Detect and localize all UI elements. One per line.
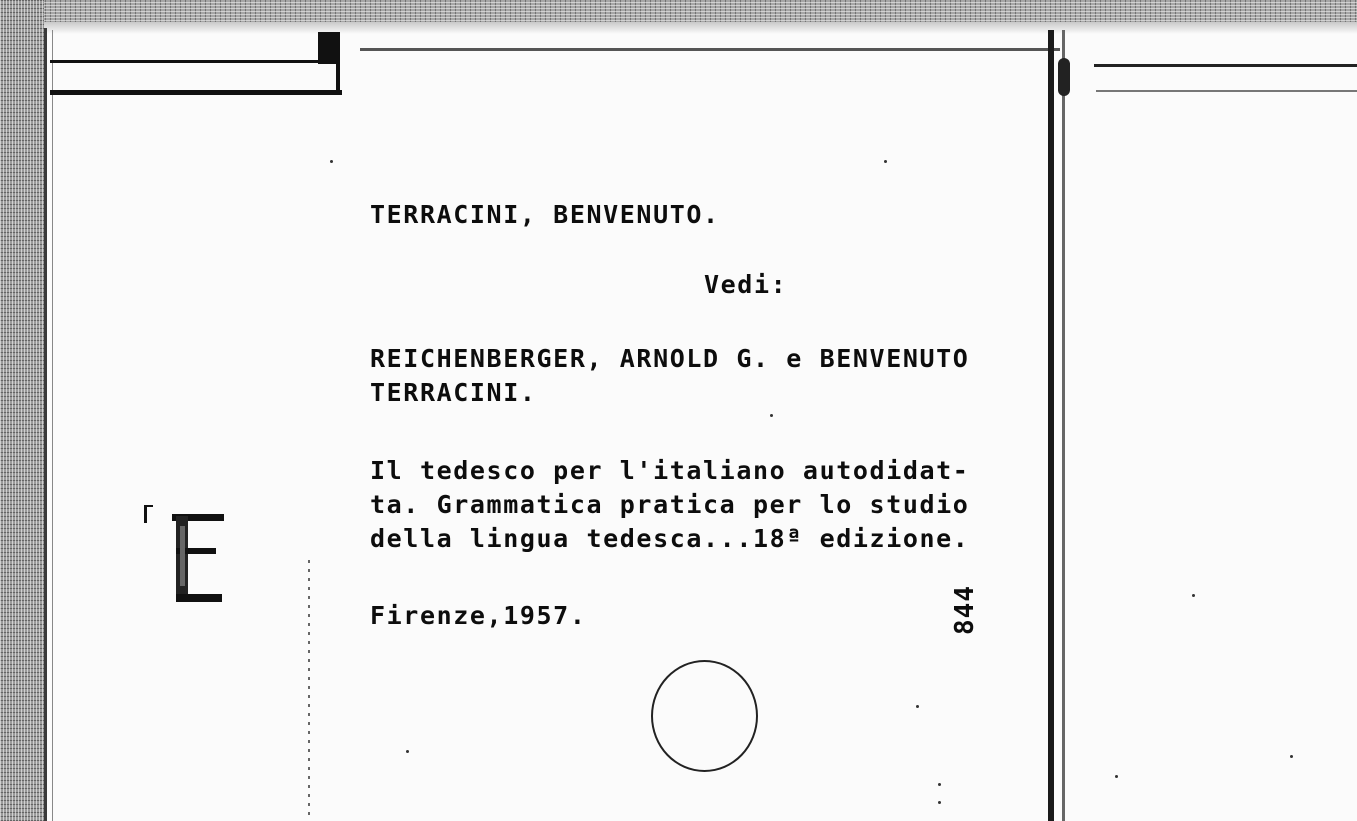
holder-notch-stem [336, 64, 340, 94]
scan-left-border [0, 0, 44, 821]
scan-speck [1290, 755, 1293, 758]
card-right-clip [1058, 58, 1070, 96]
holder-left-inner-edge [52, 30, 53, 821]
scan-speck [938, 783, 941, 786]
title-line: ta. Grammatica pratica per lo studio [370, 490, 970, 519]
scan-speck [1192, 594, 1195, 597]
next-card-top-rule [1094, 64, 1357, 67]
tick-mark [144, 505, 153, 523]
authors-block [370, 342, 969, 410]
title-block [370, 454, 969, 556]
holder-notch [318, 32, 340, 64]
drawn-circle [651, 660, 758, 772]
scan-speck [770, 414, 773, 417]
scan-speck [330, 160, 333, 163]
dotted-margin-line [308, 560, 310, 820]
card-right-shadow [1062, 30, 1065, 821]
stamp-letter-e [170, 512, 226, 606]
scan-speck [938, 801, 941, 804]
title-line: Il tedesco per l'italiano autodidat- [370, 456, 970, 485]
card-top-edge [360, 48, 1060, 51]
holder-top-rule [50, 60, 340, 63]
authors-line: TERRACINI. [370, 378, 537, 407]
holder-second-rule [50, 90, 342, 95]
shelf-number: 844 [949, 585, 980, 635]
scan-speck [916, 705, 919, 708]
card-right-edge [1048, 30, 1054, 821]
authors-line: REICHENBERGER, ARNOLD G. e BENVENUTO [370, 344, 970, 373]
scan-top-shadow [44, 22, 1357, 34]
see-reference: Vedi: [704, 270, 788, 299]
imprint: Firenze,1957. [370, 601, 587, 630]
scan-speck [884, 160, 887, 163]
title-line: della lingua tedesca...18ª edizione. [370, 524, 970, 553]
holder-left-edge [44, 28, 47, 821]
scan-speck [406, 750, 409, 753]
card-heading: TERRACINI, BENVENUTO. [370, 200, 720, 229]
next-card-second-rule [1096, 90, 1357, 92]
scan-speck [1115, 775, 1118, 778]
